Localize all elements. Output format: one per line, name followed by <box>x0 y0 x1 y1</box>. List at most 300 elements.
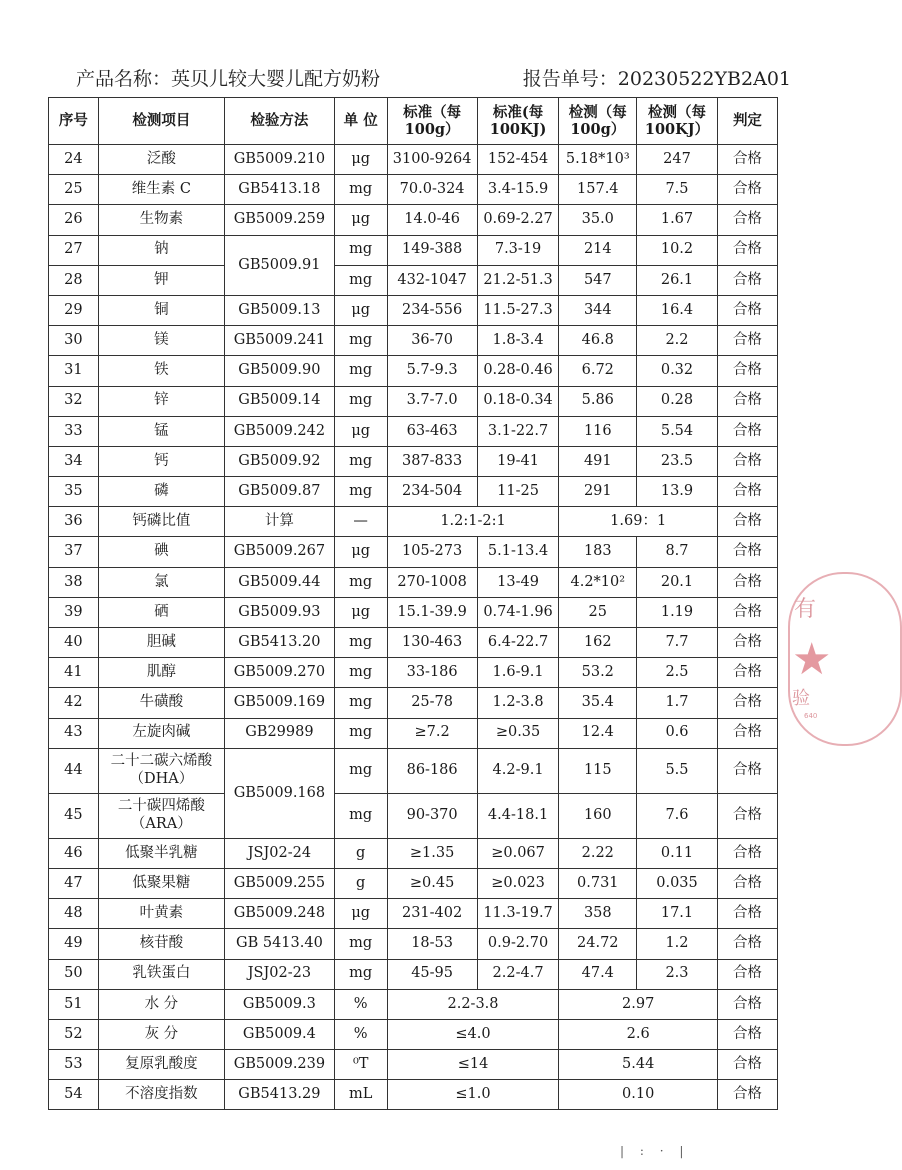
cell-no: 37 <box>49 537 99 567</box>
cell-item: 铜 <box>98 295 224 325</box>
cell-unit: μg <box>334 416 387 446</box>
col-header-res-kj: 检测（每100KJ） <box>637 98 718 145</box>
cell-verdict: 合格 <box>717 416 777 446</box>
cell-std-g: 3100-9264 <box>387 145 477 175</box>
cell-std-g: 270-1008 <box>387 567 477 597</box>
cell-item: 钾 <box>98 265 224 295</box>
cell-method: GB5009.248 <box>225 899 335 929</box>
cell-no: 26 <box>49 205 99 235</box>
seal-text-top: 有 <box>794 597 817 622</box>
table-row <box>49 1050 778 1080</box>
table-row <box>49 1080 778 1110</box>
table-row <box>49 537 778 567</box>
cell-res-g: 547 <box>559 265 637 295</box>
cell-verdict: 合格 <box>717 838 777 868</box>
cell-res-kj: 0.32 <box>637 356 718 386</box>
cell-unit: ⁰T <box>334 1050 387 1080</box>
cell-std-kj: 1.2-3.8 <box>477 688 559 718</box>
cell-unit: mg <box>334 688 387 718</box>
cell-res-kj: 16.4 <box>637 295 718 325</box>
cell-no: 38 <box>49 567 99 597</box>
cell-std-kj: 11-25 <box>477 477 559 507</box>
cell-unit: mL <box>334 1080 387 1110</box>
cell-no: 45 <box>49 793 99 838</box>
table-header-row <box>49 98 778 145</box>
cell-item: 灰 分 <box>98 1019 224 1049</box>
col-header-item: 检测项目 <box>98 98 224 145</box>
cell-method: GB29989 <box>225 718 335 748</box>
cell-std-kj: ≥0.023 <box>477 868 559 898</box>
cell-method: GB5009.169 <box>225 688 335 718</box>
cell-item: 胆碱 <box>98 628 224 658</box>
table-row <box>49 477 778 507</box>
cell-method: 计算 <box>225 507 335 537</box>
table-row <box>49 235 778 265</box>
table-body <box>49 145 778 1110</box>
cell-std-kj: 4.4-18.1 <box>477 793 559 838</box>
cell-std-kj: 0.18-0.34 <box>477 386 559 416</box>
cell-res-kj: 13.9 <box>637 477 718 507</box>
cell-std-kj: 19-41 <box>477 446 559 476</box>
cell-std-kj: ≥0.35 <box>477 718 559 748</box>
cell-method: GB5009.90 <box>225 356 335 386</box>
cell-method: GB5009.259 <box>225 205 335 235</box>
cell-item: 钙磷比值 <box>98 507 224 537</box>
cell-verdict: 合格 <box>717 205 777 235</box>
cell-verdict: 合格 <box>717 567 777 597</box>
cell-res-g: 53.2 <box>559 658 637 688</box>
cell-std-g: 15.1-39.9 <box>387 597 477 627</box>
product-name: 产品名称：英贝儿较大婴儿配方奶粉 <box>76 68 381 90</box>
table-row <box>49 416 778 446</box>
cell-method: GB5413.29 <box>225 1080 335 1110</box>
cell-verdict: 合格 <box>717 537 777 567</box>
cell-std-g: ≥1.35 <box>387 838 477 868</box>
cell-res-g: 35.0 <box>559 205 637 235</box>
cell-std-g: ≥7.2 <box>387 718 477 748</box>
cell-std-kj: 0.74-1.96 <box>477 597 559 627</box>
table-row <box>49 868 778 898</box>
table-row <box>49 446 778 476</box>
cell-no: 30 <box>49 326 99 356</box>
cell-item: 肌醇 <box>98 658 224 688</box>
cell-res-kj: 0.11 <box>637 838 718 868</box>
table-row <box>49 718 778 748</box>
cell-item: 叶黄素 <box>98 899 224 929</box>
cell-res-g: 214 <box>559 235 637 265</box>
table-row <box>49 793 778 838</box>
cell-std-kj: 0.28-0.46 <box>477 356 559 386</box>
cell-no: 43 <box>49 718 99 748</box>
cell-verdict: 合格 <box>717 929 777 959</box>
cell-std-g: 231-402 <box>387 899 477 929</box>
col-header-std-g: 标准（每100g） <box>387 98 477 145</box>
cell-method: GB5009.13 <box>225 295 335 325</box>
cell-item: 低聚果糖 <box>98 868 224 898</box>
table-row <box>49 1019 778 1049</box>
cell-std-g: 14.0-46 <box>387 205 477 235</box>
cell-res-kj: 0.6 <box>637 718 718 748</box>
cell-no: 44 <box>49 748 99 793</box>
cell-res-kj: 8.7 <box>637 537 718 567</box>
cell-res-g: 25 <box>559 597 637 627</box>
cell-verdict: 合格 <box>717 597 777 627</box>
cell-unit: mg <box>334 477 387 507</box>
cell-res-kj: 1.67 <box>637 205 718 235</box>
table-row <box>49 356 778 386</box>
cell-result: 2.97 <box>559 989 717 1019</box>
cell-verdict: 合格 <box>717 386 777 416</box>
bottom-marks: | : · | <box>620 1144 690 1158</box>
cell-verdict: 合格 <box>717 899 777 929</box>
cell-no: 32 <box>49 386 99 416</box>
table-row <box>49 205 778 235</box>
cell-unit: mg <box>334 929 387 959</box>
cell-no: 42 <box>49 688 99 718</box>
cell-method: GB5009.14 <box>225 386 335 416</box>
cell-res-g: 115 <box>559 748 637 793</box>
cell-unit: % <box>334 989 387 1019</box>
cell-verdict: 合格 <box>717 145 777 175</box>
cell-method: GB5009.91 <box>225 235 335 295</box>
cell-std-g: 63-463 <box>387 416 477 446</box>
cell-std-g: 105-273 <box>387 537 477 567</box>
cell-std-kj: 0.9-2.70 <box>477 929 559 959</box>
cell-std-kj: 11.5-27.3 <box>477 295 559 325</box>
cell-unit: mg <box>334 446 387 476</box>
cell-std-kj: 2.2-4.7 <box>477 959 559 989</box>
cell-unit: μg <box>334 295 387 325</box>
cell-item: 碘 <box>98 537 224 567</box>
table-row <box>49 295 778 325</box>
cell-no: 41 <box>49 658 99 688</box>
cell-std-kj: 0.69-2.27 <box>477 205 559 235</box>
cell-verdict: 合格 <box>717 1019 777 1049</box>
cell-std-kj: 3.4-15.9 <box>477 175 559 205</box>
cell-res-g: 4.2*10² <box>559 567 637 597</box>
cell-std-kj: 3.1-22.7 <box>477 416 559 446</box>
cell-method: GB5009.210 <box>225 145 335 175</box>
cell-res-kj: 1.19 <box>637 597 718 627</box>
cell-std-g: 234-556 <box>387 295 477 325</box>
cell-std-kj: 13-49 <box>477 567 559 597</box>
cell-item: 泛酸 <box>98 145 224 175</box>
cell-unit: g <box>334 868 387 898</box>
cell-res-kj: 2.2 <box>637 326 718 356</box>
cell-res-g: 344 <box>559 295 637 325</box>
cell-res-g: 491 <box>559 446 637 476</box>
cell-verdict: 合格 <box>717 507 777 537</box>
cell-std-g: 18-53 <box>387 929 477 959</box>
table-row <box>49 145 778 175</box>
cell-res-g: 162 <box>559 628 637 658</box>
cell-verdict: 合格 <box>717 628 777 658</box>
cell-res-kj: 10.2 <box>637 235 718 265</box>
cell-unit: % <box>334 1019 387 1049</box>
cell-item: 维生素 C <box>98 175 224 205</box>
cell-standard: ≤1.0 <box>387 1080 559 1110</box>
cell-unit: g <box>334 838 387 868</box>
cell-item: 二十碳四烯酸（ARA） <box>98 793 224 838</box>
cell-no: 47 <box>49 868 99 898</box>
cell-method: GB5413.20 <box>225 628 335 658</box>
cell-method: GB5009.270 <box>225 658 335 688</box>
cell-std-kj: 4.2-9.1 <box>477 748 559 793</box>
table-row <box>49 929 778 959</box>
cell-no: 29 <box>49 295 99 325</box>
cell-unit: mg <box>334 386 387 416</box>
cell-item: 硒 <box>98 597 224 627</box>
cell-res-g: 2.22 <box>559 838 637 868</box>
cell-std-g: 70.0-324 <box>387 175 477 205</box>
cell-verdict: 合格 <box>717 959 777 989</box>
cell-no: 52 <box>49 1019 99 1049</box>
cell-res-kj: 0.035 <box>637 868 718 898</box>
cell-item: 生物素 <box>98 205 224 235</box>
cell-unit: mg <box>334 793 387 838</box>
cell-no: 24 <box>49 145 99 175</box>
cell-no: 53 <box>49 1050 99 1080</box>
table-row <box>49 748 778 793</box>
cell-unit: μg <box>334 537 387 567</box>
cell-unit: mg <box>334 235 387 265</box>
cell-verdict: 合格 <box>717 868 777 898</box>
cell-no: 54 <box>49 1080 99 1110</box>
cell-res-g: 6.72 <box>559 356 637 386</box>
cell-item: 左旋肉碱 <box>98 718 224 748</box>
cell-res-g: 35.4 <box>559 688 637 718</box>
cell-unit: mg <box>334 748 387 793</box>
col-header-no: 序号 <box>49 98 99 145</box>
cell-res-kj: 2.5 <box>637 658 718 688</box>
cell-std-kj: 152-454 <box>477 145 559 175</box>
cell-no: 33 <box>49 416 99 446</box>
cell-no: 51 <box>49 989 99 1019</box>
seal-text-small: 640 <box>804 712 818 720</box>
cell-res-kj: 5.54 <box>637 416 718 446</box>
cell-unit: mg <box>334 959 387 989</box>
cell-method: GB5009.87 <box>225 477 335 507</box>
cell-unit: mg <box>334 326 387 356</box>
cell-no: 25 <box>49 175 99 205</box>
cell-method: GB5009.93 <box>225 597 335 627</box>
cell-std-g: 149-388 <box>387 235 477 265</box>
cell-verdict: 合格 <box>717 1080 777 1110</box>
cell-no: 46 <box>49 838 99 868</box>
cell-res-g: 157.4 <box>559 175 637 205</box>
cell-no: 50 <box>49 959 99 989</box>
cell-std-g: 36-70 <box>387 326 477 356</box>
cell-item: 乳铁蛋白 <box>98 959 224 989</box>
cell-no: 27 <box>49 235 99 265</box>
cell-res-g: 0.731 <box>559 868 637 898</box>
cell-verdict: 合格 <box>717 748 777 793</box>
cell-no: 35 <box>49 477 99 507</box>
cell-res-kj: 2.3 <box>637 959 718 989</box>
table-row <box>49 567 778 597</box>
cell-item: 铁 <box>98 356 224 386</box>
cell-method: GB5009.168 <box>225 748 335 838</box>
cell-std-g: 234-504 <box>387 477 477 507</box>
cell-std-kj: 21.2-51.3 <box>477 265 559 295</box>
cell-method: GB 5413.40 <box>225 929 335 959</box>
cell-unit: μg <box>334 145 387 175</box>
cell-res-kj: 0.28 <box>637 386 718 416</box>
table-row <box>49 628 778 658</box>
report-header <box>76 62 791 96</box>
cell-item: 磷 <box>98 477 224 507</box>
col-header-res-g: 检测（每100g） <box>559 98 637 145</box>
cell-method: GB5009.4 <box>225 1019 335 1049</box>
cell-std-g: 5.7-9.3 <box>387 356 477 386</box>
cell-unit: mg <box>334 356 387 386</box>
cell-standard: 1.2:1-2:1 <box>387 507 559 537</box>
cell-method: JSJ02-23 <box>225 959 335 989</box>
cell-verdict: 合格 <box>717 658 777 688</box>
cell-item: 钠 <box>98 235 224 265</box>
table-row <box>49 326 778 356</box>
cell-item: 牛磺酸 <box>98 688 224 718</box>
cell-item: 镁 <box>98 326 224 356</box>
cell-std-g: 90-370 <box>387 793 477 838</box>
cell-no: 36 <box>49 507 99 537</box>
cell-verdict: 合格 <box>717 175 777 205</box>
cell-res-kj: 23.5 <box>637 446 718 476</box>
cell-item: 钙 <box>98 446 224 476</box>
cell-res-kj: 7.6 <box>637 793 718 838</box>
cell-res-kj: 26.1 <box>637 265 718 295</box>
cell-res-kj: 7.5 <box>637 175 718 205</box>
cell-std-kj: ≥0.067 <box>477 838 559 868</box>
table-row <box>49 959 778 989</box>
cell-no: 49 <box>49 929 99 959</box>
cell-item: 低聚半乳糖 <box>98 838 224 868</box>
cell-unit: — <box>334 507 387 537</box>
cell-verdict: 合格 <box>717 477 777 507</box>
cell-standard: ≤14 <box>387 1050 559 1080</box>
cell-res-kj: 7.7 <box>637 628 718 658</box>
cell-res-g: 183 <box>559 537 637 567</box>
cell-unit: mg <box>334 175 387 205</box>
seal-text-bottom: 验 <box>792 688 810 709</box>
cell-method: GB5009.3 <box>225 989 335 1019</box>
cell-item: 水 分 <box>98 989 224 1019</box>
cell-method: GB5009.255 <box>225 868 335 898</box>
cell-std-g: 25-78 <box>387 688 477 718</box>
cell-std-kj: 11.3-19.7 <box>477 899 559 929</box>
cell-std-kj: 1.6-9.1 <box>477 658 559 688</box>
cell-std-kj: 7.3-19 <box>477 235 559 265</box>
cell-std-kj: 5.1-13.4 <box>477 537 559 567</box>
cell-unit: mg <box>334 718 387 748</box>
cell-res-g: 47.4 <box>559 959 637 989</box>
cell-item: 锰 <box>98 416 224 446</box>
cell-res-g: 46.8 <box>559 326 637 356</box>
col-header-verdict: 判定 <box>717 98 777 145</box>
cell-method: GB5009.44 <box>225 567 335 597</box>
cell-std-g: 3.7-7.0 <box>387 386 477 416</box>
table-row <box>49 175 778 205</box>
cell-res-g: 358 <box>559 899 637 929</box>
cell-unit: mg <box>334 628 387 658</box>
cell-verdict: 合格 <box>717 235 777 265</box>
table-row <box>49 989 778 1019</box>
cell-verdict: 合格 <box>717 1050 777 1080</box>
cell-res-g: 24.72 <box>559 929 637 959</box>
cell-res-kj: 247 <box>637 145 718 175</box>
cell-result: 2.6 <box>559 1019 717 1049</box>
cell-unit: μg <box>334 899 387 929</box>
table-row <box>49 899 778 929</box>
cell-verdict: 合格 <box>717 793 777 838</box>
cell-std-g: 387-833 <box>387 446 477 476</box>
cell-std-g: 33-186 <box>387 658 477 688</box>
table-row <box>49 688 778 718</box>
cell-verdict: 合格 <box>717 718 777 748</box>
cell-res-kj: 20.1 <box>637 567 718 597</box>
cell-method: JSJ02-24 <box>225 838 335 868</box>
table-row <box>49 838 778 868</box>
cell-res-kj: 1.7 <box>637 688 718 718</box>
cell-result: 1.69：1 <box>559 507 717 537</box>
cell-res-kj: 5.5 <box>637 748 718 793</box>
cell-std-g: 130-463 <box>387 628 477 658</box>
cell-verdict: 合格 <box>717 446 777 476</box>
cell-verdict: 合格 <box>717 265 777 295</box>
cell-item: 不溶度指数 <box>98 1080 224 1110</box>
cell-method: GB5413.18 <box>225 175 335 205</box>
table-row <box>49 507 778 537</box>
cell-verdict: 合格 <box>717 326 777 356</box>
cell-no: 48 <box>49 899 99 929</box>
cell-verdict: 合格 <box>717 356 777 386</box>
col-header-std-kj: 标准(每100KJ) <box>477 98 559 145</box>
cell-std-g: 86-186 <box>387 748 477 793</box>
cell-res-g: 5.86 <box>559 386 637 416</box>
cell-no: 31 <box>49 356 99 386</box>
cell-res-g: 160 <box>559 793 637 838</box>
cell-unit: mg <box>334 658 387 688</box>
report-number: 报告单号：20230522YB2A01 <box>522 68 791 90</box>
cell-unit: μg <box>334 205 387 235</box>
cell-std-kj: 6.4-22.7 <box>477 628 559 658</box>
cell-verdict: 合格 <box>717 989 777 1019</box>
col-header-method: 检验方法 <box>225 98 335 145</box>
table-row <box>49 597 778 627</box>
cell-item: 二十二碳六烯酸（DHA） <box>98 748 224 793</box>
cell-item: 氯 <box>98 567 224 597</box>
cell-unit: mg <box>334 265 387 295</box>
col-header-unit: 单 位 <box>334 98 387 145</box>
table-row <box>49 386 778 416</box>
official-seal <box>780 572 840 742</box>
cell-std-kj: 1.8-3.4 <box>477 326 559 356</box>
cell-verdict: 合格 <box>717 295 777 325</box>
cell-no: 39 <box>49 597 99 627</box>
cell-method: GB5009.267 <box>225 537 335 567</box>
cell-no: 34 <box>49 446 99 476</box>
table-row <box>49 658 778 688</box>
cell-verdict: 合格 <box>717 688 777 718</box>
cell-res-g: 116 <box>559 416 637 446</box>
cell-unit: mg <box>334 567 387 597</box>
cell-item: 锌 <box>98 386 224 416</box>
cell-standard: 2.2-3.8 <box>387 989 559 1019</box>
cell-std-g: 45-95 <box>387 959 477 989</box>
cell-method: GB5009.241 <box>225 326 335 356</box>
cell-unit: μg <box>334 597 387 627</box>
cell-item: 复原乳酸度 <box>98 1050 224 1080</box>
